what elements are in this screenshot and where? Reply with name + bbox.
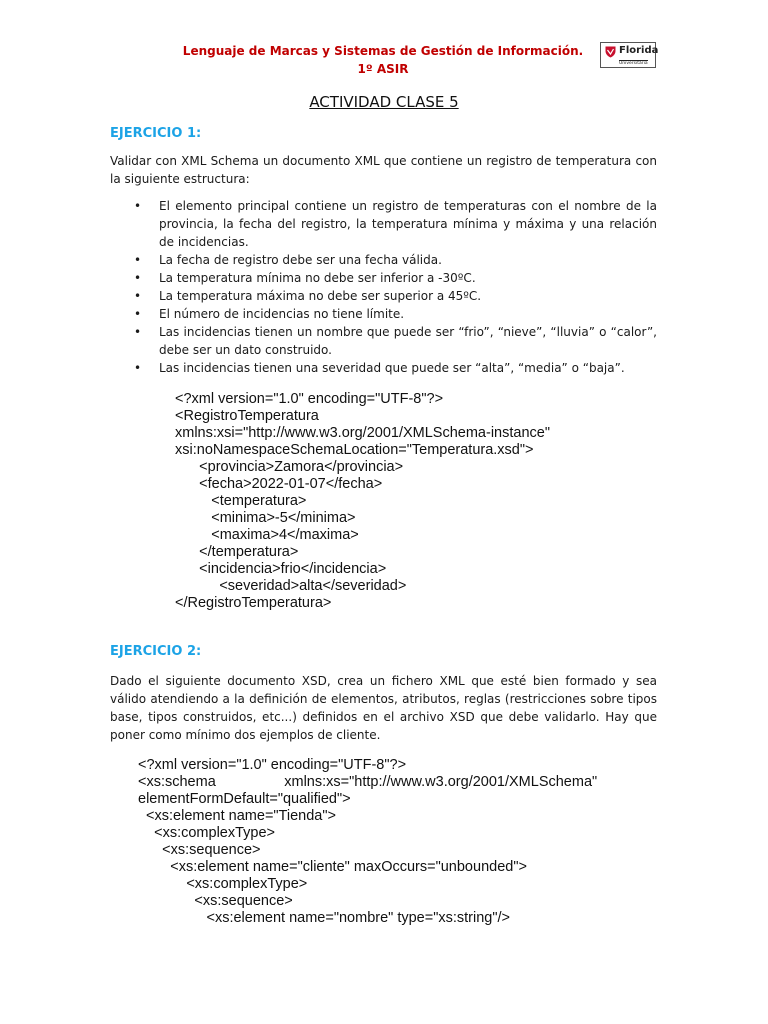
exercise-1-heading: EJERCICIO 1:: [110, 126, 202, 141]
header-course-level: 1º ASIR: [357, 62, 409, 76]
code-line: elementFormDefault="qualified">: [138, 791, 351, 807]
list-item: • El número de incidencias no tiene límite.: [134, 307, 405, 321]
code-line: <?xml version="1.0" encoding="UTF-8"?>: [175, 391, 444, 407]
code-line: <?xml version="1.0" encoding="UTF-8"?>: [138, 757, 407, 773]
code-line: <RegistroTemperatura: [175, 408, 319, 424]
code-line: </RegistroTemperatura>: [175, 595, 332, 611]
code-line: <xs:element name="nombre" type="xs:string"/>: [138, 910, 510, 926]
document-header: [150, 42, 616, 78]
code-line: <fecha>2022-01-07</fecha>: [175, 476, 383, 492]
page-title: ACTIVIDAD CLASE 5: [309, 93, 459, 111]
logo-name: Florida: [619, 45, 659, 56]
code-line: <xs:complexType>: [138, 876, 308, 892]
list-item: • Las incidencias tienen una severidad que puede ser “alta”, “media” o “baja”.: [134, 361, 625, 375]
code-line: <xs:sequence>: [138, 893, 293, 909]
list-item: • La fecha de registro debe ser una fecha válida.: [134, 253, 442, 267]
code-line: <incidencia>frio</incidencia>: [175, 561, 387, 577]
code-line: <xs:schema xmlns:xs="http://www.w3.org/2001/XMLSchema": [138, 774, 598, 790]
exercise-1-requirements-list: [110, 197, 657, 377]
code-line: <maxima>4</maxima>: [175, 527, 359, 543]
list-item: • Las incidencias tienen un nombre que puede ser “frio”, “nieve”, “lluvia” o “calor”, debe ser un dato construido.: [134, 325, 657, 357]
list-item: • La temperatura mínima no debe ser inferior a -30ºC.: [134, 271, 476, 285]
logo-subtitle: Universitària: [619, 61, 648, 66]
exercise-1-intro: Validar con XML Schema un documento XML que contiene un registro de temperatura con la siguiente estructura:: [110, 154, 657, 186]
list-item: • El elemento principal contiene un registro de temperaturas con el nombre de la provincia, la fecha del registro, la temperatura mínima y máxima y una relación de incidencias.: [134, 199, 657, 249]
code-line: <provincia>Zamora</provincia>: [175, 459, 404, 475]
code-line: <temperatura>: [175, 493, 307, 509]
code-line: <xs:element name="cliente" maxOccurs="unbounded">: [138, 859, 527, 875]
code-line: <xs:complexType>: [138, 825, 276, 841]
code-line: </temperatura>: [175, 544, 299, 560]
shield-icon: [605, 46, 616, 58]
exercise-2-heading: EJERCICIO 2:: [110, 644, 202, 659]
list-item: • La temperatura máxima no debe ser superior a 45ºC.: [134, 289, 482, 303]
exercise-1-xml-code: [175, 391, 550, 612]
exercise-2-intro: Dado el siguiente documento XSD, crea un fichero XML que esté bien formado y sea válido atendiendo a la definición de elementos, atributos, reglas (restricciones sobre tipos base, tipos construidos, etc...) definidos en el archivo XSD que debe validarlo. Hay que poner como mínimo dos ejemplos de cliente.: [110, 674, 657, 742]
code-line: xmlns:xsi="http://www.w3.org/2001/XMLSchema-instance": [175, 425, 550, 441]
code-line: <xs:element name="Tienda">: [138, 808, 336, 824]
code-line: <severidad>alta</severidad>: [175, 578, 407, 594]
code-line: xsi:noNamespaceSchemaLocation="Temperatura.xsd">: [175, 442, 534, 458]
exercise-2-xsd-code: [138, 757, 597, 927]
florida-logo: [600, 42, 659, 68]
code-line: <xs:sequence>: [138, 842, 261, 858]
code-line: <minima>-5</minima>: [175, 510, 356, 526]
header-course-title: Lenguaje de Marcas y Sistemas de Gestión de Información.: [182, 44, 584, 58]
